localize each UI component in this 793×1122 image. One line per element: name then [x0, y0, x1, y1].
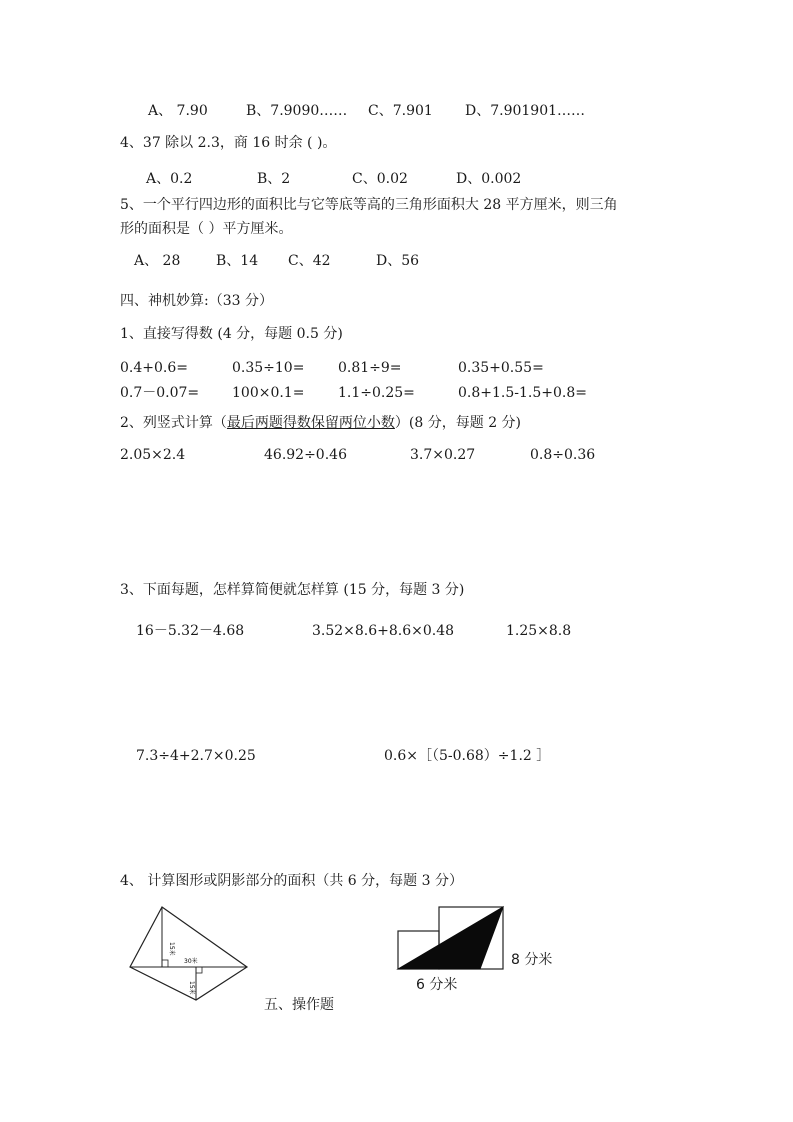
part2-title-pre: 2、列竖式计算（ — [120, 415, 227, 431]
part2-title-post: ）(8 分，每题 2 分) — [394, 415, 522, 431]
fig1-label-mid: 30米 — [184, 958, 198, 965]
fig2-label-big-side: 8 分米 — [511, 952, 553, 968]
q5-option-b: B、14 — [216, 253, 259, 269]
part3-title: 3、下面每题，怎样算简便就怎样算 (15 分，每题 3 分) — [120, 582, 465, 598]
q3-option-a: A、 7.90 — [148, 103, 208, 119]
q4-option-d: D、0.002 — [456, 171, 522, 187]
vertical-calc-4: 0.8÷0.36 — [530, 447, 596, 463]
vertical-calc-2: 46.92÷0.46 — [264, 447, 347, 463]
simplify-4: 7.3÷4+2.7×0.25 — [136, 748, 256, 764]
q3-option-d: D、7.901901…… — [465, 103, 586, 119]
part2-title-underlined: 最后两题得数保留两位小数 — [226, 415, 395, 431]
calc-2-1: 0.7－0.07= — [120, 385, 200, 401]
q5-stem-line2: 形的面积是（ ）平方厘米。 — [120, 221, 293, 237]
calc-1-3: 0.81÷9= — [338, 360, 402, 376]
q4-option-a: A、0.2 — [146, 171, 193, 187]
q4-stem: 4、37 除以 2.3，商 16 时余 ( )。 — [120, 135, 337, 151]
q5-option-c: C、42 — [288, 253, 331, 269]
q5-option-d: D、56 — [376, 253, 420, 269]
part4-title: 4、 计算图形或阴影部分的面积（共 6 分，每题 3 分） — [120, 873, 463, 889]
q3-option-b: B、7.9090…… — [246, 103, 348, 119]
q5-stem-line1: 5、一个平行四边形的面积比与它等底等高的三角形面积大 28 平方厘米，则三角 — [120, 197, 618, 213]
simplify-1: 16－5.32－4.68 — [136, 623, 245, 639]
calc-1-2: 0.35÷10= — [232, 360, 305, 376]
q5-option-a: A、 28 — [134, 253, 181, 269]
q3-option-c: C、7.901 — [368, 103, 433, 119]
fig2-label-small-side: 6 分米 — [416, 977, 458, 993]
section5-title: 五、操作题 — [264, 997, 334, 1013]
calc-1-4: 0.35+0.55= — [458, 360, 544, 376]
part1-title: 1、直接写得数 (4 分，每题 0.5 分) — [120, 326, 343, 342]
simplify-5: 0.6×［（5-0.68）÷1.2 ］ — [384, 748, 551, 764]
fig1-label-bottom: 15米 — [188, 981, 195, 995]
vertical-calc-3: 3.7×0.27 — [410, 447, 476, 463]
simplify-2: 3.52×8.6+8.6×0.48 — [312, 623, 455, 639]
section4-title: 四、神机妙算:（33 分） — [120, 293, 273, 309]
vertical-calc-1: 2.05×2.4 — [120, 447, 186, 463]
calc-2-2: 100×0.1= — [232, 385, 305, 401]
simplify-3: 1.25×8.8 — [506, 623, 572, 639]
calc-2-4: 0.8+1.5-1.5+0.8= — [458, 385, 587, 401]
q4-option-b: B、2 — [257, 171, 291, 187]
calc-1-1: 0.4+0.6= — [120, 360, 188, 376]
fig1-label-top: 15米 — [168, 942, 175, 956]
q4-option-c: C、0.02 — [352, 171, 408, 187]
calc-2-3: 1.1÷0.25= — [338, 385, 415, 401]
